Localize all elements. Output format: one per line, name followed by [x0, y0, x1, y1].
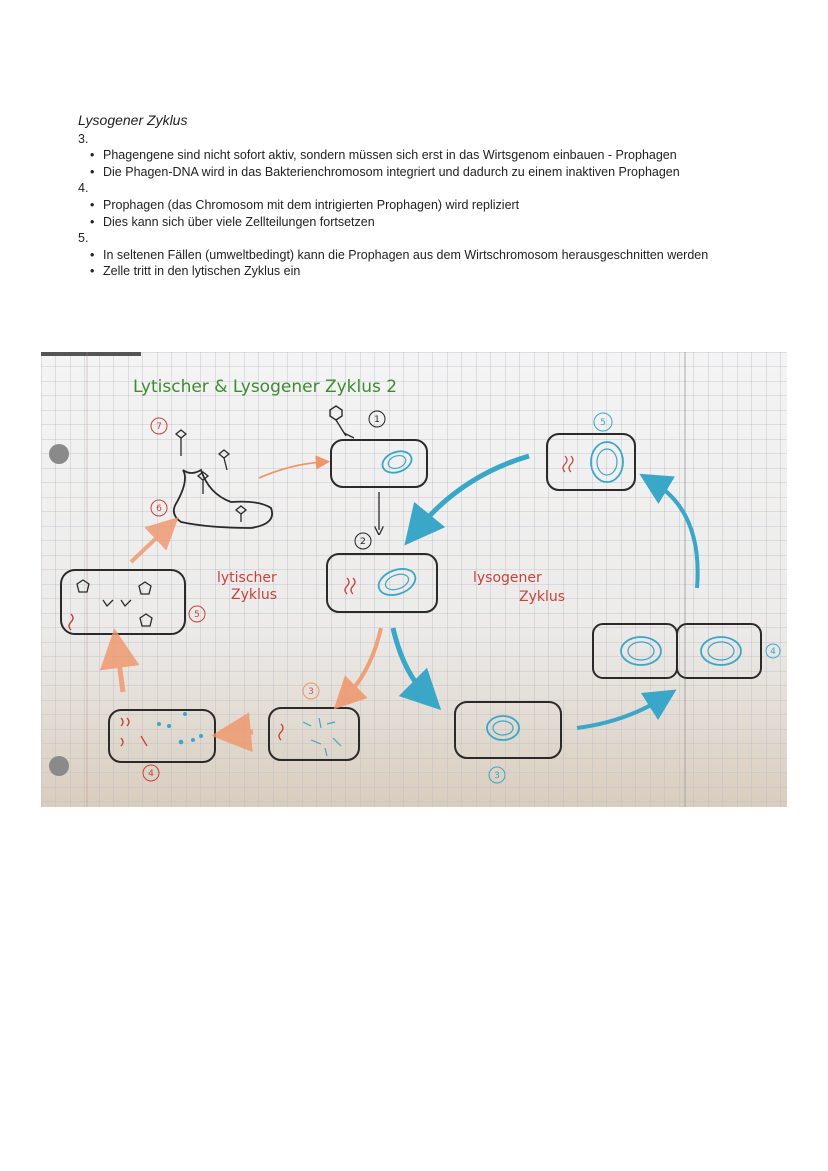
notes-text: [78, 112, 778, 280]
bullet-item: • In seltenen Fällen (umweltbedingt) kann die Prophagen aus dem Wirtschromosom herausgeschnitten werden: [103, 247, 778, 264]
diagram-photo: [41, 352, 787, 807]
step-label: 3: [308, 687, 314, 697]
section-number: 4.: [78, 181, 89, 196]
punch-hole: [49, 756, 69, 776]
bullet-item: • Zelle tritt in den lytischen Zyklus ein: [103, 263, 778, 280]
lyso-label: lysogener: [473, 570, 542, 586]
punch-hole: [49, 444, 69, 464]
bullet-item: • Dies kann sich über viele Zellteilungen fortsetzen: [103, 214, 778, 231]
page-title: Lysogener Zyklus: [78, 112, 188, 128]
section-number: 3.: [78, 131, 89, 146]
bullet-list: [78, 247, 778, 280]
lyso-label: Zyklus: [519, 589, 566, 605]
bullet-item: • Phagengene sind nicht sofort aktiv, sondern müssen sich erst in das Wirtsgenom einbauen - Prophagen: [103, 147, 778, 164]
step-label: 4: [148, 769, 154, 779]
diagram-title: Lytischer & Lysogener Zyklus 2: [133, 377, 398, 397]
step-label: 6: [156, 504, 162, 514]
step-label: 7: [156, 422, 162, 432]
bullet-item: • Die Phagen-DNA wird in das Bakterienchromosom integriert und dadurch zu einem inaktiven Prophagen: [103, 164, 778, 181]
step-label: 4: [770, 647, 776, 657]
section-number: 5.: [78, 231, 89, 246]
bullet-list: [78, 197, 778, 230]
step-label: 3: [494, 771, 500, 781]
lytic-label: lytischer: [217, 570, 277, 586]
step-label: 1: [374, 415, 380, 425]
step-label: 5: [600, 418, 606, 428]
step-label: 5: [194, 610, 200, 620]
bullet-list: [78, 147, 778, 180]
lytic-label: Zyklus: [231, 587, 278, 603]
step-label: 2: [360, 537, 366, 547]
bullet-item: • Prophagen (das Chromosom mit dem intrigierten Prophagen) wird repliziert: [103, 197, 778, 214]
